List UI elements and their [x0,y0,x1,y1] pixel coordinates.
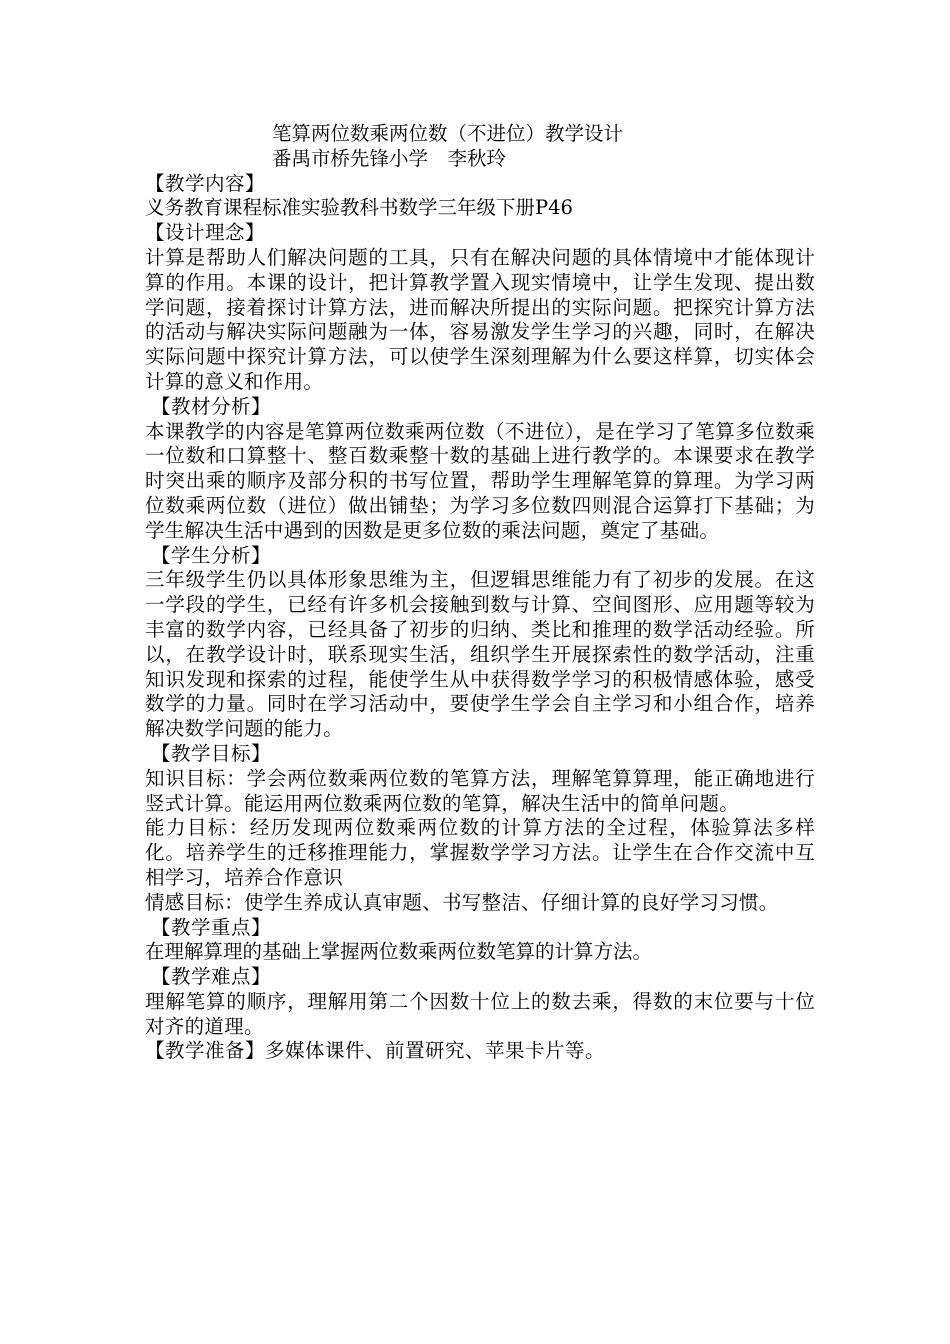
section-heading-students: 【学生分析】 [151,543,272,567]
section-heading-concept: 【设计理念】 [145,221,266,245]
section-text-material: 本课教学的内容是笔算两位数乘两位数（不进位），是在学习了笔算多位数乘一位数和口算整十、整百数乘整十数的基础上进行教学的。本课要求在教学时突出乘的顺序及部分积的书写位置，帮助学生理解笔算的算理。为学习两位数乘两位数（进位）做出铺垫；为学习多位数四则混合运算打下基础；为学生解决生活中遇到的因数是更多位数的乘法问题，奠定了基础。 [145,419,815,542]
section-preparation [145,1039,815,1064]
section-text-students: 三年级学生仍以具体形象思维为主，但逻辑思维能力有了初步的发展。在这一学段的学生，已经有许多机会接触到数与计算、空间图形、应用题等较为丰富的数学内容，已经具备了初步的归纳、类比和推理的数学活动经验。所以，在教学设计时，联系现实生活，组织学生开展探索性的数学活动，注重知识发现和探索的过程，能使学生从中获得数学学习的积极情感体验，感受数学的力量。同时在学习活动中，要使学生学会自主学习和小组合作，培养解决数学问题的能力。 [145,568,815,741]
section-text-concept: 计算是帮助人们解决问题的工具，只有在解决问题的具体情境中才能体现计算的作用。本课的设计，把计算教学置入现实情境中，让学生发现、提出数学问题，接着探讨计算方法，进而解决所提出的实际问题。把探究计算方法的活动与解决实际问题融为一体，容易激发学生学习的兴趣，同时，在解决实际问题中探究计算方法，可以使学生深刻理解为什么要这样算，切实体会计算的意义和作用。 [145,245,815,393]
section-heading-goals: 【教学目标】 [151,741,272,765]
goal-emotion: 情感目标：使学生养成认真审题、书写整洁、仔细计算的良好学习习惯。 [145,890,779,914]
goal-ability: 能力目标：经历发现两位数乘两位数的计算方法的全过程，体验算法多样化。培养学生的迁移推理能力，掌握数学学习方法。让学生在合作交流中互相学习，培养合作意识 [145,816,815,889]
section-heading-material: 【教材分析】 [151,394,272,418]
section-text-difficulty: 理解笔算的顺序，理解用第二个因数十位上的数去乘，得数的末位要与十位对齐的道理。 [145,989,815,1038]
section-heading-preparation: 【教学准备】 [145,1039,266,1063]
section-heading-difficulty: 【教学难点】 [151,965,272,989]
section-heading-key: 【教学重点】 [151,915,272,939]
section-heading-content: 【教学内容】 [145,171,266,195]
goal-knowledge: 知识目标：学会两位数乘两位数的笔算方法，理解笔算算理，能正确地进行竖式计算。能运用两位数乘两位数的笔算，解决生活中的简单问题。 [145,766,815,815]
document-title: 笔算两位数乘两位数（不进位）教学设计 [272,122,624,145]
section-text-content: 义务教育课程标准实验教科书数学三年级下册P46 [145,196,573,220]
document-body [145,122,815,1064]
section-text-key: 在理解算理的基础上掌握两位数乘两位数笔算的计算方法。 [145,940,653,964]
document-author: 番禺市桥先锋小学 李秋玲 [272,146,507,170]
section-text-preparation: 多媒体课件、前置研究、苹果卡片等。 [265,1039,606,1063]
